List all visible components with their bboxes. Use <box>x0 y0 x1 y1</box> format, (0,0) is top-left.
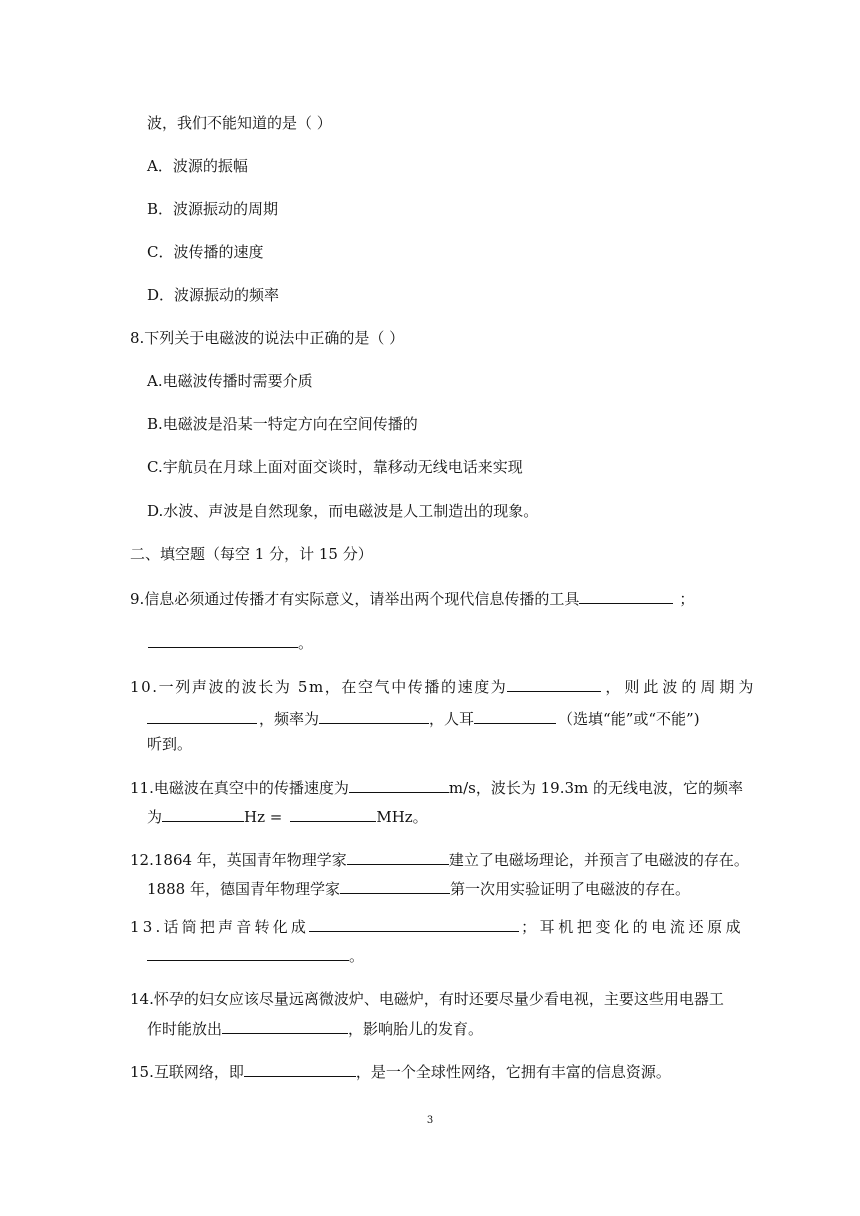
q7-option-d: D．波源振动的频率 <box>147 286 280 304</box>
q14-blank-radiation[interactable] <box>222 1018 348 1034</box>
q11-text-5: MHz。 <box>376 808 428 826</box>
q11-line2 <box>147 806 428 826</box>
q12-blank-maxwell[interactable] <box>347 849 449 865</box>
q9-end: 。 <box>298 634 314 652</box>
q10-text-1: 10.一列声波的波长为 5m，在空气中传播的速度为 <box>130 678 508 696</box>
q9-separator: ； <box>679 590 695 608</box>
q12-text-4: 第一次用实验证明了电磁波的存在。 <box>449 880 690 898</box>
q9-line1 <box>130 588 694 608</box>
q15-text-2: ，是一个全球性网络，它拥有丰富的信息资源。 <box>355 1063 671 1081</box>
q13-blank-sound[interactable] <box>147 945 349 961</box>
q7-stem-tail: 波，我们不能知道的是（ ） <box>147 114 332 132</box>
q13-line1 <box>130 916 744 936</box>
q10-line2 <box>147 708 700 728</box>
q8-option-c: C.宇航员在月球上面对面交谈时，靠移动无线电话来实现 <box>147 458 523 476</box>
q14-text-2: 作时能放出 <box>147 1020 223 1038</box>
q11-blank-speed[interactable] <box>349 777 449 793</box>
q13-line2 <box>147 945 364 965</box>
q11-text-3: 为 <box>147 808 163 826</box>
q11-blank-mhz[interactable] <box>290 806 376 822</box>
q10-blank-period[interactable] <box>147 708 257 724</box>
q13-text-2: ；耳机把变化的电流还原成 <box>521 918 745 936</box>
q9-blank-2[interactable] <box>148 632 298 648</box>
q12-line1 <box>130 849 749 869</box>
q10-blank-frequency[interactable] <box>319 708 429 724</box>
q10-text-5: （选填“能”或“不能”) <box>558 710 700 728</box>
q13-text-1: 13.话筒把声音转化成 <box>130 918 310 936</box>
q12-blank-hertz[interactable] <box>340 878 450 894</box>
q11-line1 <box>130 777 743 797</box>
q9-blank-1[interactable] <box>579 588 673 604</box>
q9-line2 <box>148 632 313 652</box>
section-heading-fill-in: 二、填空题（每空 1 分，计 15 分） <box>130 545 373 563</box>
q11-text-4: Hz = <box>244 808 283 826</box>
page-number: 3 <box>426 1115 434 1126</box>
q14-text-3: ，影响胎儿的发育。 <box>348 1020 484 1038</box>
q8-option-b: B.电磁波是沿某一特定方向在空间传播的 <box>147 415 418 433</box>
q7-option-c: C．波传播的速度 <box>147 243 264 261</box>
q10-line3: 听到。 <box>147 735 193 753</box>
q11-text-2: m/s，波长为 19.3m 的无线电波，它的频率 <box>448 779 743 797</box>
q14-line1: 14.怀孕的妇女应该尽量远离微波炉、电磁炉，有时还要尽量少看电视，主要这些用电器工 <box>130 990 724 1008</box>
q12-text-2: 建立了电磁场理论，并预言了电磁波的存在。 <box>448 851 749 869</box>
q10-line1 <box>130 676 757 696</box>
q13-blank-electric[interactable] <box>309 916 519 932</box>
q15-blank-internet[interactable] <box>244 1061 356 1077</box>
q7-option-b: B．波源振动的周期 <box>147 200 279 218</box>
q10-text-3: ，频率为 <box>259 710 320 728</box>
q8-stem: 8.下列关于电磁波的说法中正确的是（ ） <box>130 329 405 347</box>
q10-blank-audible[interactable] <box>474 708 556 724</box>
q10-text-4: ，人耳 <box>429 710 475 728</box>
q15-text-1: 15.互联网络，即 <box>130 1063 244 1081</box>
q15-line1 <box>130 1061 671 1081</box>
q11-blank-hz[interactable] <box>162 806 244 822</box>
q8-option-d: D.水波、声波是自然现象，而电磁波是人工制造出的现象。 <box>147 502 539 520</box>
q14-line2 <box>147 1018 483 1038</box>
q12-text-3: 1888 年，德国青年物理学家 <box>147 880 340 898</box>
q9-text: 9.信息必须通过传播才有实际意义，请举出两个现代信息传播的工具 <box>130 590 580 608</box>
q10-text-2: ，则此波的周期为 <box>605 678 758 696</box>
q7-option-a: A．波源的振幅 <box>147 157 248 175</box>
q8-option-a: A.电磁波传播时需要介质 <box>147 372 313 390</box>
q10-blank-speed[interactable] <box>507 676 601 692</box>
q12-text-1: 12.1864 年，英国青年物理学家 <box>130 851 347 869</box>
q12-line2 <box>147 878 690 898</box>
q11-text-1: 11.电磁波在真空中的传播速度为 <box>130 779 349 797</box>
q13-end: 。 <box>349 947 365 965</box>
